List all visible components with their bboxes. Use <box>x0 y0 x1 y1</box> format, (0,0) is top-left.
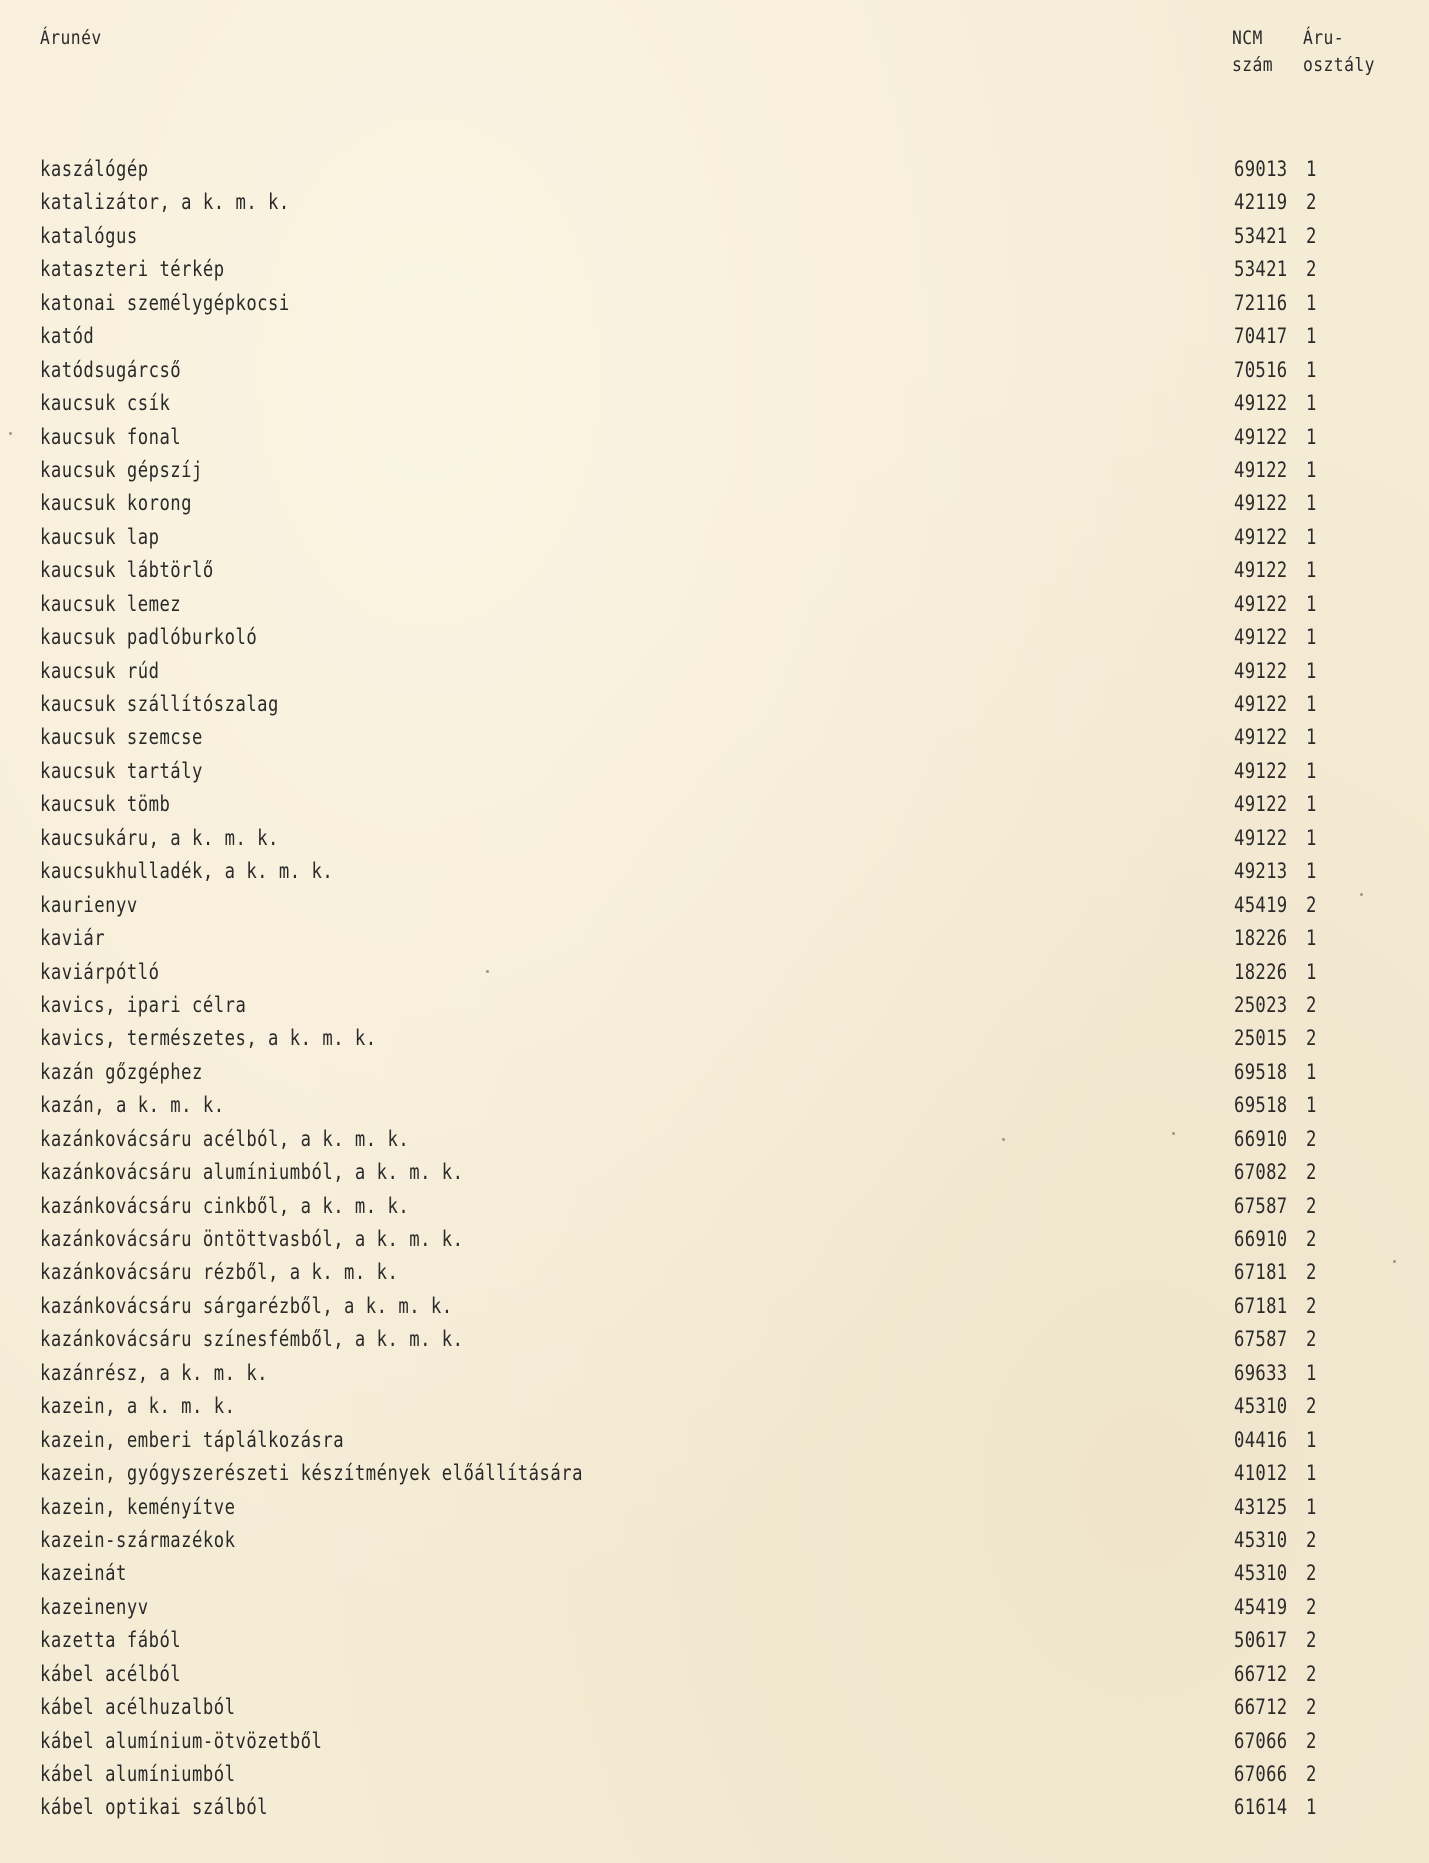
goods-class: 1 <box>1306 357 1317 382</box>
paper-speck <box>486 970 489 973</box>
ncm-number: 49122 <box>1234 692 1288 716</box>
goods-list <box>0 157 1429 1829</box>
ncm-number: 49122 <box>1234 524 1288 549</box>
product-name: kaurienyv <box>40 892 138 917</box>
table-row <box>0 358 1429 391</box>
goods-class: 2 <box>1306 1628 1317 1653</box>
product-name: katód <box>40 324 95 349</box>
table-row <box>0 257 1429 290</box>
ncm-number: 66910 <box>1234 1227 1288 1251</box>
ncm-number: 49122 <box>1234 725 1288 750</box>
product-name: kazein, emberi táplálkozásra <box>40 1427 345 1452</box>
product-name: katalógus <box>40 223 138 248</box>
ncm-number: 49122 <box>1234 491 1288 516</box>
goods-class: 1 <box>1306 792 1317 817</box>
ncm-number: 72116 <box>1234 290 1288 315</box>
ncm-number: 67066 <box>1234 1762 1288 1786</box>
goods-class: 1 <box>1306 290 1317 315</box>
table-row <box>0 1227 1429 1260</box>
goods-class: 1 <box>1306 391 1317 416</box>
paper-speck <box>9 432 12 435</box>
table-row <box>0 859 1429 892</box>
goods-class: 1 <box>1306 1059 1317 1084</box>
ncm-number: 25015 <box>1234 1026 1288 1051</box>
product-name: kaucsuk lap <box>40 524 160 549</box>
product-name: kazánkovácsáru acélból, a k. m. k. <box>40 1126 410 1151</box>
table-row <box>0 592 1429 625</box>
ncm-number: 49213 <box>1234 859 1288 884</box>
product-name: katonai személygépkocsi <box>40 290 290 315</box>
goods-class: 2 <box>1306 992 1317 1017</box>
goods-class: 2 <box>1306 1126 1317 1151</box>
table-row <box>0 391 1429 424</box>
product-name: kazánkovácsáru öntöttvasból, a k. m. k. <box>40 1227 464 1251</box>
goods-class: 1 <box>1306 491 1317 516</box>
ncm-number: 69633 <box>1234 1360 1288 1385</box>
table-row <box>0 1461 1429 1494</box>
table-row <box>0 1695 1429 1728</box>
product-name: kaucsuk szállítószalag <box>40 692 279 716</box>
product-name: kazánkovácsáru színesfémből, a k. m. k. <box>40 1327 464 1352</box>
ncm-number: 67181 <box>1234 1293 1288 1318</box>
product-name: kaucsuk padlóburkoló <box>40 625 258 650</box>
product-name: kavics, ipari célra <box>40 992 247 1017</box>
goods-class: 1 <box>1306 1427 1317 1452</box>
goods-class: 1 <box>1306 658 1317 683</box>
table-row <box>0 458 1429 491</box>
product-name: kaucsuk fonal <box>40 424 182 449</box>
table-row <box>0 1528 1429 1561</box>
table-row <box>0 1428 1429 1461</box>
ncm-number: 50617 <box>1234 1628 1288 1653</box>
ncm-number: 53421 <box>1234 257 1288 282</box>
goods-class: 2 <box>1306 1026 1317 1051</box>
ncm-number: 49122 <box>1234 625 1288 650</box>
table-row <box>0 826 1429 859</box>
product-name: katalizátor, a k. m. k. <box>40 190 290 215</box>
ncm-number: 45419 <box>1234 1594 1288 1619</box>
table-row <box>0 1394 1429 1427</box>
product-name: kaucsuk csík <box>40 391 171 416</box>
goods-class: 1 <box>1306 424 1317 449</box>
ncm-number: 61614 <box>1234 1795 1288 1820</box>
goods-class: 2 <box>1306 1728 1317 1753</box>
ncm-number: 66712 <box>1234 1661 1288 1686</box>
product-name: kazein, gyógyszerészeti készítmények előállítására <box>40 1461 583 1486</box>
product-name: kataszteri térkép <box>40 257 225 282</box>
goods-class: 1 <box>1306 859 1317 884</box>
ncm-number: 25023 <box>1234 992 1288 1017</box>
table-row <box>0 692 1429 725</box>
table-row <box>0 491 1429 524</box>
column-header-name: Árunév <box>40 27 102 49</box>
product-name: kábel alumíniumból <box>40 1762 236 1786</box>
table-row <box>0 1327 1429 1360</box>
table-row <box>0 1561 1429 1594</box>
goods-class: 1 <box>1306 926 1317 951</box>
goods-class: 2 <box>1306 1594 1317 1619</box>
product-name: kazánrész, a k. m. k. <box>40 1360 269 1385</box>
table-row <box>0 993 1429 1026</box>
column-header-ncm: NCM szám <box>1232 27 1274 76</box>
ncm-number: 49122 <box>1234 424 1288 449</box>
goods-class: 2 <box>1306 223 1317 248</box>
product-name: kazánkovácsáru cinkből, a k. m. k. <box>40 1193 410 1218</box>
table-row <box>0 1260 1429 1293</box>
product-name: kazein-származékok <box>40 1527 236 1552</box>
goods-class: 1 <box>1306 1093 1317 1118</box>
paper-speck <box>1360 893 1363 896</box>
ncm-number: 66910 <box>1234 1126 1288 1151</box>
product-name: kaviár <box>40 926 106 951</box>
table-row <box>0 190 1429 223</box>
product-name: katódsugárcső <box>40 357 182 382</box>
table-row <box>0 1160 1429 1193</box>
goods-class: 2 <box>1306 1260 1317 1285</box>
goods-class: 2 <box>1306 1227 1317 1251</box>
goods-class: 1 <box>1306 1494 1317 1519</box>
goods-class: 1 <box>1306 457 1317 482</box>
paper-speck <box>1393 1260 1396 1263</box>
goods-class: 1 <box>1306 725 1317 750</box>
product-name: kaucsuk korong <box>40 491 193 516</box>
product-name: kaucsuk tartály <box>40 758 203 783</box>
product-name: kaviárpótló <box>40 959 160 984</box>
goods-class: 2 <box>1306 1193 1317 1218</box>
ncm-number: 70417 <box>1234 324 1288 349</box>
product-name: kazánkovácsáru sárgarézből, a k. m. k. <box>40 1293 453 1318</box>
ncm-number: 66712 <box>1234 1695 1288 1720</box>
ncm-number: 69518 <box>1234 1093 1288 1118</box>
ncm-number: 67066 <box>1234 1728 1288 1753</box>
goods-class: 1 <box>1306 324 1317 349</box>
product-name: kaucsuk lábtörlő <box>40 558 214 583</box>
ncm-number: 45310 <box>1234 1394 1288 1419</box>
column-header-class: Áru- osztály <box>1303 27 1375 76</box>
product-name: kazánkovácsáru alumíniumból, a k. m. k. <box>40 1160 464 1185</box>
product-name: kábel acélból <box>40 1661 182 1686</box>
goods-class: 2 <box>1306 1293 1317 1318</box>
product-name: kaszálógép <box>40 157 149 181</box>
ncm-number: 67181 <box>1234 1260 1288 1285</box>
ncm-number: 49122 <box>1234 558 1288 583</box>
table-row <box>0 1495 1429 1528</box>
product-name: kábel optikai szálból <box>40 1795 269 1820</box>
table-row <box>0 1361 1429 1394</box>
goods-class: 2 <box>1306 1561 1317 1586</box>
ncm-number: 49122 <box>1234 825 1288 850</box>
goods-class: 2 <box>1306 1394 1317 1419</box>
ncm-number: 49122 <box>1234 792 1288 817</box>
goods-class: 2 <box>1306 190 1317 215</box>
ncm-number: 45310 <box>1234 1527 1288 1552</box>
ncm-number: 18226 <box>1234 959 1288 984</box>
table-row <box>0 425 1429 458</box>
goods-class: 2 <box>1306 1695 1317 1720</box>
product-name: kazeinát <box>40 1561 127 1586</box>
goods-class: 1 <box>1306 1360 1317 1385</box>
goods-class: 1 <box>1306 1461 1317 1486</box>
table-row <box>0 1762 1429 1795</box>
table-row <box>0 1060 1429 1093</box>
product-name: kaucsukhulladék, a k. m. k. <box>40 859 334 884</box>
ncm-number: 49122 <box>1234 591 1288 616</box>
table-row <box>0 291 1429 324</box>
table-row <box>0 1026 1429 1059</box>
goods-class: 2 <box>1306 257 1317 282</box>
ncm-number: 49122 <box>1234 457 1288 482</box>
goods-class: 1 <box>1306 558 1317 583</box>
product-name: kábel acélhuzalból <box>40 1695 236 1720</box>
ncm-number: 45419 <box>1234 892 1288 917</box>
goods-class: 1 <box>1306 157 1317 181</box>
product-name: kazeinenyv <box>40 1594 149 1619</box>
product-name: kaucsuk lemez <box>40 591 182 616</box>
product-name: kaucsuk tömb <box>40 792 171 817</box>
goods-class: 2 <box>1306 1160 1317 1185</box>
table-row <box>0 759 1429 792</box>
ncm-number: 67587 <box>1234 1193 1288 1218</box>
table-row <box>0 1595 1429 1628</box>
goods-class: 1 <box>1306 959 1317 984</box>
goods-class: 1 <box>1306 825 1317 850</box>
ncm-number: 53421 <box>1234 223 1288 248</box>
ncm-number: 43125 <box>1234 1494 1288 1519</box>
paper-speck <box>1172 1132 1175 1135</box>
table-row <box>0 1093 1429 1126</box>
table-row <box>0 1628 1429 1661</box>
goods-class: 1 <box>1306 692 1317 716</box>
ncm-number: 69013 <box>1234 157 1288 181</box>
goods-class: 2 <box>1306 1661 1317 1686</box>
table-row <box>0 926 1429 959</box>
goods-class: 1 <box>1306 625 1317 650</box>
product-name: kavics, természetes, a k. m. k. <box>40 1026 377 1051</box>
product-name: kazánkovácsáru rézből, a k. m. k. <box>40 1260 399 1285</box>
goods-class: 1 <box>1306 524 1317 549</box>
table-row <box>0 157 1429 190</box>
ncm-number: 45310 <box>1234 1561 1288 1586</box>
table-row <box>0 224 1429 257</box>
table-row <box>0 725 1429 758</box>
ncm-number: 67082 <box>1234 1160 1288 1185</box>
table-row <box>0 1729 1429 1762</box>
goods-class: 2 <box>1306 1327 1317 1352</box>
product-name: kazán, a k. m. k. <box>40 1093 225 1118</box>
product-name: kazán gőzgéphez <box>40 1059 203 1084</box>
ncm-number: 42119 <box>1234 190 1288 215</box>
table-row <box>0 625 1429 658</box>
ncm-number: 69518 <box>1234 1059 1288 1084</box>
table-row <box>0 792 1429 825</box>
product-name: kazein, keményítve <box>40 1494 236 1519</box>
goods-class: 1 <box>1306 591 1317 616</box>
table-row <box>0 1127 1429 1160</box>
ncm-number: 41012 <box>1234 1461 1288 1486</box>
product-name: kábel alumínium-ötvözetből <box>40 1728 323 1753</box>
paper-speck <box>1002 1138 1005 1141</box>
product-name: kaucsuk szemcse <box>40 725 203 750</box>
ncm-number: 67587 <box>1234 1327 1288 1352</box>
ncm-number: 49122 <box>1234 391 1288 416</box>
goods-class: 2 <box>1306 1762 1317 1786</box>
product-name: kazein, a k. m. k. <box>40 1394 236 1419</box>
table-row <box>0 558 1429 591</box>
product-name: kaucsuk rúd <box>40 658 160 683</box>
goods-class: 1 <box>1306 1795 1317 1820</box>
goods-class: 2 <box>1306 892 1317 917</box>
table-row <box>0 659 1429 692</box>
ncm-number: 70516 <box>1234 357 1288 382</box>
ncm-number: 49122 <box>1234 758 1288 783</box>
product-name: kaucsukáru, a k. m. k. <box>40 825 279 850</box>
product-name: kazetta fából <box>40 1628 182 1653</box>
table-row <box>0 324 1429 357</box>
goods-class: 1 <box>1306 758 1317 783</box>
table-row <box>0 893 1429 926</box>
table-row <box>0 960 1429 993</box>
table-row <box>0 1194 1429 1227</box>
ncm-number: 04416 <box>1234 1427 1288 1452</box>
table-row <box>0 1795 1429 1828</box>
goods-class: 2 <box>1306 1527 1317 1552</box>
table-row <box>0 1294 1429 1327</box>
ncm-number: 49122 <box>1234 658 1288 683</box>
table-row <box>0 1662 1429 1695</box>
ncm-number: 18226 <box>1234 926 1288 951</box>
product-name: kaucsuk gépszíj <box>40 457 203 482</box>
table-row <box>0 525 1429 558</box>
